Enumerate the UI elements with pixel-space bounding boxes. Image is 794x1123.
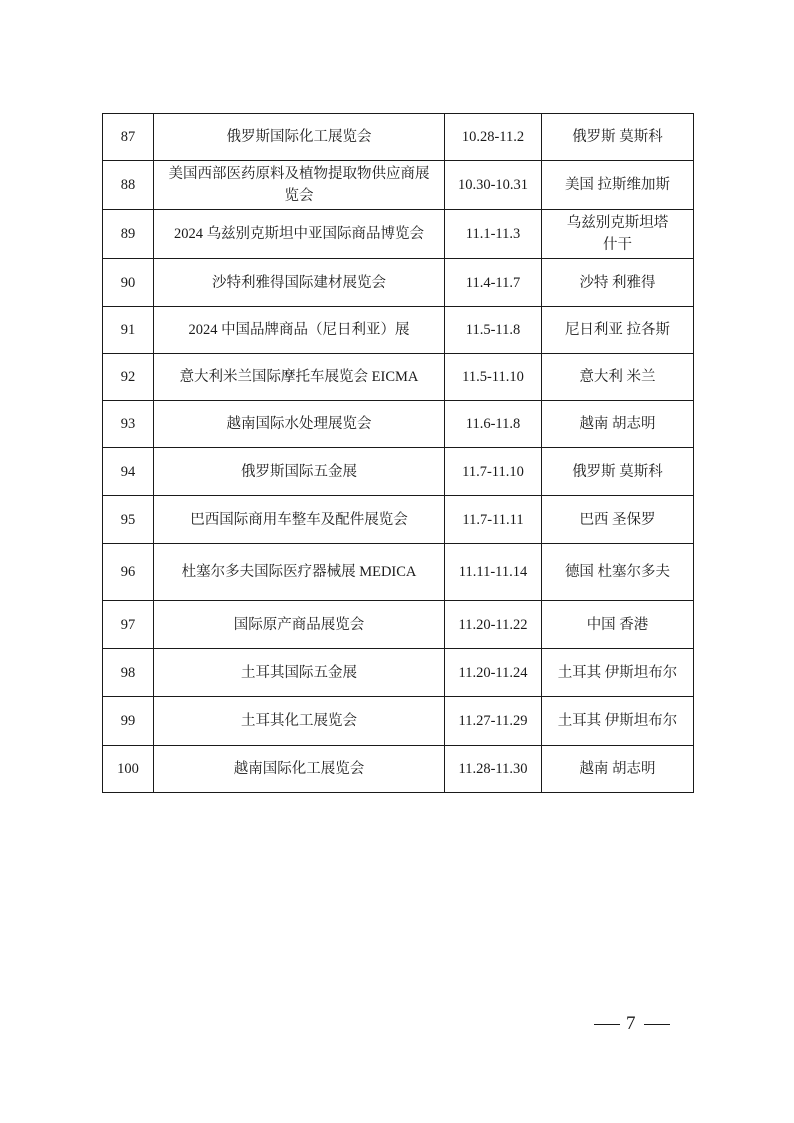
footer-dash-right bbox=[644, 1024, 670, 1025]
row-number: 90 bbox=[103, 259, 154, 307]
table-row bbox=[103, 496, 694, 544]
row-number: 98 bbox=[103, 649, 154, 697]
table-row bbox=[103, 649, 694, 697]
table-row bbox=[103, 746, 694, 793]
exhibition-date: 11.5-11.8 bbox=[445, 307, 542, 354]
table-row bbox=[103, 354, 694, 401]
exhibition-date: 11.11-11.14 bbox=[445, 544, 542, 601]
table-row bbox=[103, 448, 694, 496]
exhibition-location: 沙特 利雅得 bbox=[542, 259, 694, 307]
row-number: 95 bbox=[103, 496, 154, 544]
table-row bbox=[103, 259, 694, 307]
table-row bbox=[103, 401, 694, 448]
exhibition-date: 11.20-11.22 bbox=[445, 601, 542, 649]
row-number: 87 bbox=[103, 114, 154, 161]
exhibition-name: 越南国际化工展览会 bbox=[154, 746, 445, 793]
row-number: 93 bbox=[103, 401, 154, 448]
exhibition-date: 11.27-11.29 bbox=[445, 697, 542, 746]
page-number: 7 bbox=[626, 1013, 638, 1034]
exhibition-date: 11.7-11.11 bbox=[445, 496, 542, 544]
footer-dash-left bbox=[594, 1024, 620, 1025]
exhibition-name: 土耳其国际五金展 bbox=[154, 649, 445, 697]
exhibition-name: 巴西国际商用车整车及配件展览会 bbox=[154, 496, 445, 544]
exhibition-name: 沙特利雅得国际建材展览会 bbox=[154, 259, 445, 307]
exhibition-name: 俄罗斯国际五金展 bbox=[154, 448, 445, 496]
exhibition-location: 俄罗斯 莫斯科 bbox=[542, 448, 694, 496]
exhibition-location: 巴西 圣保罗 bbox=[542, 496, 694, 544]
exhibition-date: 11.4-11.7 bbox=[445, 259, 542, 307]
exhibition-date: 11.5-11.10 bbox=[445, 354, 542, 401]
table-row bbox=[103, 697, 694, 746]
exhibition-location: 越南 胡志明 bbox=[542, 746, 694, 793]
exhibition-name: 土耳其化工展览会 bbox=[154, 697, 445, 746]
exhibition-date: 11.1-11.3 bbox=[445, 210, 542, 259]
exhibition-name: 意大利米兰国际摩托车展览会 EICMA bbox=[154, 354, 445, 401]
table-row bbox=[103, 210, 694, 259]
exhibition-date: 11.7-11.10 bbox=[445, 448, 542, 496]
row-number: 92 bbox=[103, 354, 154, 401]
exhibition-location: 俄罗斯 莫斯科 bbox=[542, 114, 694, 161]
row-number: 88 bbox=[103, 161, 154, 210]
row-number: 91 bbox=[103, 307, 154, 354]
exhibition-name: 2024 中国品牌商品（尼日利亚）展 bbox=[154, 307, 445, 354]
exhibition-name: 俄罗斯国际化工展览会 bbox=[154, 114, 445, 161]
row-number: 100 bbox=[103, 746, 154, 793]
exhibition-location: 土耳其 伊斯坦布尔 bbox=[542, 649, 694, 697]
exhibition-location: 尼日利亚 拉各斯 bbox=[542, 307, 694, 354]
exhibition-location: 德国 杜塞尔多夫 bbox=[542, 544, 694, 601]
exhibition-name: 杜塞尔多夫国际医疗器械展 MEDICA bbox=[154, 544, 445, 601]
row-number: 99 bbox=[103, 697, 154, 746]
exhibition-location: 乌兹别克斯坦塔什干 bbox=[542, 210, 694, 259]
exhibition-location: 意大利 米兰 bbox=[542, 354, 694, 401]
page-footer bbox=[588, 1013, 676, 1035]
exhibition-location: 美国 拉斯维加斯 bbox=[542, 161, 694, 210]
exhibition-location: 中国 香港 bbox=[542, 601, 694, 649]
exhibition-name: 国际原产商品展览会 bbox=[154, 601, 445, 649]
exhibition-date: 11.6-11.8 bbox=[445, 401, 542, 448]
exhibition-location: 越南 胡志明 bbox=[542, 401, 694, 448]
exhibition-date: 11.20-11.24 bbox=[445, 649, 542, 697]
row-number: 89 bbox=[103, 210, 154, 259]
exhibition-date: 10.28-11.2 bbox=[445, 114, 542, 161]
table-row bbox=[103, 114, 694, 161]
table-row bbox=[103, 307, 694, 354]
row-number: 96 bbox=[103, 544, 154, 601]
row-number: 97 bbox=[103, 601, 154, 649]
row-number: 94 bbox=[103, 448, 154, 496]
exhibition-date: 10.30-10.31 bbox=[445, 161, 542, 210]
exhibition-date: 11.28-11.30 bbox=[445, 746, 542, 793]
exhibition-table bbox=[102, 113, 694, 793]
table-row bbox=[103, 601, 694, 649]
exhibition-location: 土耳其 伊斯坦布尔 bbox=[542, 697, 694, 746]
table-row bbox=[103, 544, 694, 601]
exhibition-name: 美国西部医药原料及植物提取物供应商展览会 bbox=[154, 161, 445, 210]
exhibition-name: 越南国际水处理展览会 bbox=[154, 401, 445, 448]
table-row bbox=[103, 161, 694, 210]
exhibition-name: 2024 乌兹别克斯坦中亚国际商品博览会 bbox=[154, 210, 445, 259]
